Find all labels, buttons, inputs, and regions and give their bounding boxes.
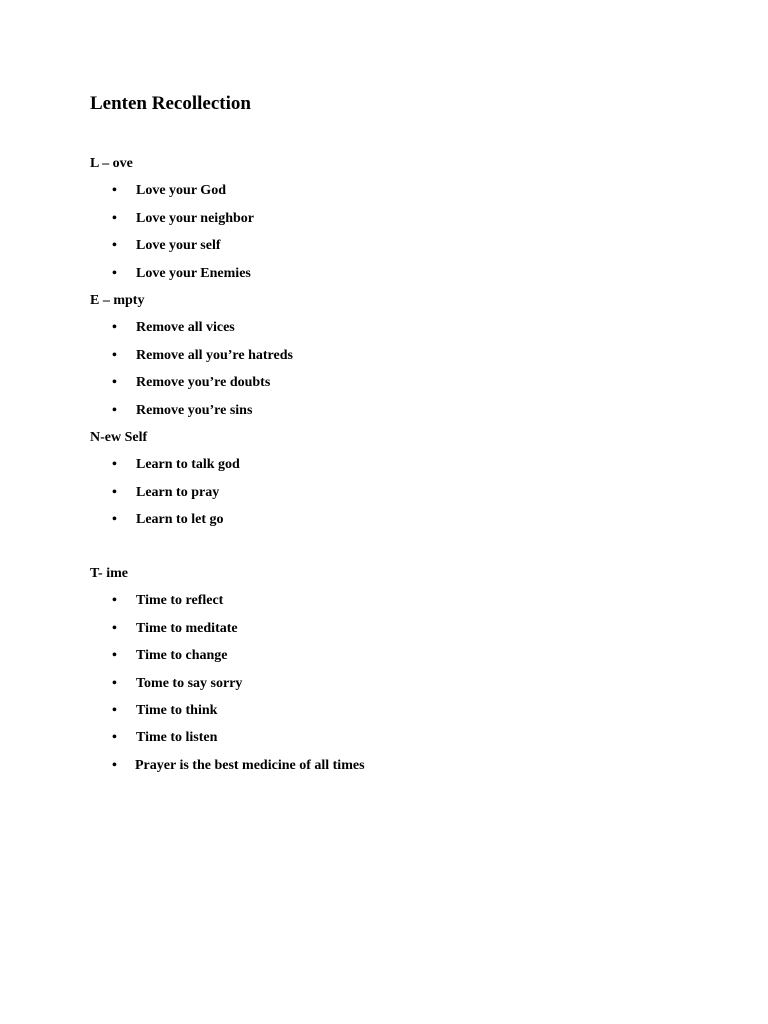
document-title: Lenten Recollection (90, 93, 251, 114)
list-item (90, 511, 224, 538)
bullet-icon: • (112, 757, 117, 773)
bullet-icon: • (112, 210, 117, 226)
list-item-text: Love your God (136, 183, 226, 199)
bullet-list (90, 456, 240, 538)
list-item (90, 374, 271, 401)
bullet-icon: • (112, 484, 117, 500)
bullet-icon: • (112, 402, 117, 418)
list-item-text: Time to think (136, 702, 218, 718)
bullet-icon: • (112, 238, 117, 254)
bullet-icon: • (112, 512, 117, 528)
bullet-icon: • (112, 375, 117, 391)
bullet-list (90, 592, 365, 784)
list-item (90, 456, 240, 483)
bullet-icon: • (112, 183, 117, 199)
bullet-icon: • (112, 730, 117, 746)
section-heading: L – ove (90, 156, 133, 171)
list-item (90, 757, 365, 784)
list-item-text: Time to change (136, 648, 228, 664)
list-item-text: Learn to pray (136, 484, 220, 500)
list-item-text: Remove all vices (136, 320, 235, 336)
list-item-text: Love your self (136, 238, 221, 254)
list-item-text: Learn to let go (136, 512, 224, 528)
bullet-icon: • (112, 347, 117, 363)
bullet-icon: • (112, 457, 117, 473)
bullet-icon: • (112, 648, 117, 664)
list-item (90, 675, 243, 702)
list-item-text: Remove you’re doubts (136, 375, 271, 391)
section-love (90, 155, 254, 292)
list-item-text: Love your neighbor (136, 210, 254, 226)
bullet-icon: • (112, 265, 117, 281)
section-time (90, 565, 365, 784)
list-item (90, 702, 218, 729)
list-item-text: Time to meditate (136, 620, 238, 636)
list-item (90, 620, 238, 647)
bullet-icon: • (112, 675, 117, 691)
bullet-list (90, 319, 293, 429)
section-heading: N-ew Self (90, 430, 148, 445)
bullet-icon: • (112, 593, 117, 609)
bullet-icon: • (112, 320, 117, 336)
list-item-text: Time to reflect (136, 593, 224, 609)
bullet-icon: • (112, 620, 117, 636)
section-empty (90, 292, 293, 429)
list-item (90, 237, 221, 264)
list-item (90, 265, 251, 292)
list-item (90, 402, 253, 429)
list-item (90, 182, 226, 209)
list-item (90, 484, 220, 511)
list-item-text: Time to listen (136, 730, 218, 746)
bullet-list (90, 182, 254, 292)
list-item-text: Remove you’re sins (136, 402, 253, 418)
list-item-text: Prayer is the best medicine of all times (135, 757, 365, 773)
list-item (90, 210, 254, 237)
section-heading: E – mpty (90, 293, 145, 308)
section-heading: T- ime (90, 566, 128, 581)
list-item (90, 347, 293, 374)
bullet-icon: • (112, 702, 117, 718)
list-item (90, 319, 235, 346)
list-item (90, 647, 228, 674)
list-item-text: Learn to talk god (136, 457, 240, 473)
list-item-text: Love your Enemies (136, 265, 251, 281)
list-item-text: Tome to say sorry (136, 675, 243, 691)
list-item (90, 592, 224, 619)
section-new-self (90, 429, 240, 539)
list-item-text: Remove all you’re hatreds (136, 347, 293, 363)
list-item (90, 729, 218, 756)
